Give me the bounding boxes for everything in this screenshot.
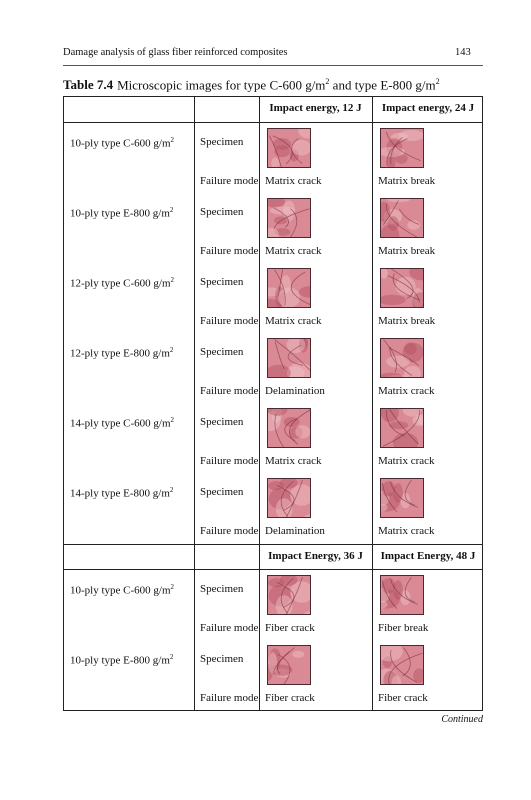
continued-note: Continued (441, 714, 483, 725)
specimen-label: Specimen (200, 136, 244, 148)
specimen-image-a-graphic (268, 199, 311, 238)
failure-mode-value: Matrix break (378, 175, 436, 187)
specimen-label: Specimen (200, 486, 244, 498)
specimen-image-a-graphic (268, 576, 311, 615)
failure-mode-label: Failure mode (200, 455, 259, 467)
specimen-image-a-graphic (268, 129, 311, 168)
specimen-type-sup: 2 (170, 416, 175, 424)
caption-sup-2: 2 (435, 77, 440, 86)
table-caption (63, 77, 440, 93)
specimen-type (70, 206, 173, 220)
failure-mode-value: Matrix crack (265, 175, 322, 187)
specimen-image-b (380, 575, 424, 615)
specimen-label: Specimen (200, 416, 244, 428)
specimen-image-b-graphic (381, 339, 424, 378)
header-energy-1: Impact energy, 12 J (269, 102, 362, 114)
specimen-type-sup: 2 (169, 486, 174, 494)
failure-mode-label: Failure mode (200, 525, 259, 537)
specimen-type-sup: 2 (169, 653, 174, 661)
specimen-image-b (380, 128, 424, 168)
failure-mode-value: Fiber crack (265, 622, 315, 634)
divider-col-3 (372, 97, 373, 544)
failure-mode-label: Failure mode (200, 385, 259, 397)
specimen-type-text: 14-ply type C-600 g/m (70, 417, 171, 430)
specimen-image-a (267, 198, 311, 238)
specimen-type (70, 136, 174, 150)
failure-mode-value: Fiber crack (265, 692, 315, 704)
failure-mode-value: Delamination (265, 525, 325, 537)
running-title: Damage analysis of glass fiber reinforced composites (63, 47, 288, 58)
specimen-image-b (380, 478, 424, 518)
failure-mode-value: Delamination (265, 385, 325, 397)
specimen-image-b-graphic (381, 129, 424, 168)
failure-mode-value: Matrix crack (378, 385, 435, 397)
specimen-type-sup: 2 (170, 583, 175, 591)
specimen-type (70, 583, 174, 597)
divider-col-1 (194, 97, 195, 544)
specimen-image-a (267, 645, 311, 685)
failure-mode-value: Matrix break (378, 315, 436, 327)
specimen-image-b-graphic (381, 576, 424, 615)
specimen-image-b (380, 198, 424, 238)
header-energy-1: Impact Energy, 36 J (268, 550, 363, 562)
specimen-image-b (380, 408, 424, 448)
failure-mode-value: Matrix break (378, 245, 436, 257)
specimen-type (70, 416, 174, 430)
header-row-rule (64, 569, 482, 570)
specimen-type-sup: 2 (169, 346, 174, 354)
table-section-2 (63, 544, 483, 711)
specimen-type-text: 12-ply type E-800 g/m (70, 347, 170, 360)
failure-mode-label: Failure mode (200, 245, 259, 257)
header-energy-2: Impact energy, 24 J (381, 102, 475, 114)
specimen-type-text: 10-ply type C-600 g/m (70, 137, 171, 150)
specimen-image-a-graphic (268, 339, 311, 378)
caption-text-mid: and type E-800 g/m (329, 77, 436, 93)
specimen-type-sup: 2 (170, 276, 175, 284)
specimen-image-b-graphic (381, 646, 424, 685)
specimen-image-b (380, 645, 424, 685)
specimen-label: Specimen (200, 346, 244, 358)
header-rule (63, 65, 483, 66)
failure-mode-value: Fiber break (378, 622, 429, 634)
specimen-type-text: 10-ply type E-800 g/m (70, 654, 170, 667)
failure-mode-value: Fiber crack (378, 692, 428, 704)
specimen-image-b-graphic (381, 409, 424, 448)
specimen-image-a (267, 408, 311, 448)
failure-mode-label: Failure mode (200, 315, 259, 327)
failure-mode-value: Matrix crack (265, 315, 322, 327)
specimen-image-a-graphic (268, 479, 311, 518)
specimen-image-b (380, 268, 424, 308)
specimen-image-a (267, 128, 311, 168)
caption-sup-1: 2 (325, 77, 330, 86)
specimen-image-a (267, 575, 311, 615)
specimen-type (70, 653, 173, 667)
caption-text: Microscopic images for type C-600 g/m (117, 77, 326, 93)
specimen-image-b-graphic (381, 479, 424, 518)
specimen-image-a (267, 338, 311, 378)
specimen-image-b-graphic (381, 199, 424, 238)
specimen-image-b-graphic (381, 269, 424, 308)
specimen-type-text: 10-ply type C-600 g/m (70, 584, 171, 597)
specimen-type-text: 14-ply type E-800 g/m (70, 487, 170, 500)
specimen-type (70, 276, 174, 290)
failure-mode-label: Failure mode (200, 622, 259, 634)
header-energy-2: Impact Energy, 48 J (380, 550, 476, 562)
specimen-image-b (380, 338, 424, 378)
specimen-image-a (267, 268, 311, 308)
specimen-image-a-graphic (268, 409, 311, 448)
page-number: 143 (455, 47, 471, 58)
failure-mode-value: Matrix crack (265, 455, 322, 467)
specimen-type-sup: 2 (170, 136, 175, 144)
table-section-1 (63, 96, 483, 545)
failure-mode-value: Matrix crack (265, 245, 322, 257)
specimen-type (70, 346, 173, 360)
specimen-label: Specimen (200, 583, 244, 595)
failure-mode-value: Matrix crack (378, 455, 435, 467)
specimen-type-sup: 2 (169, 206, 174, 214)
header-row-rule (64, 122, 482, 123)
specimen-type-text: 12-ply type C-600 g/m (70, 277, 171, 290)
specimen-type (70, 486, 173, 500)
specimen-label: Specimen (200, 276, 244, 288)
failure-mode-value: Matrix crack (378, 525, 435, 537)
failure-mode-label: Failure mode (200, 692, 259, 704)
failure-mode-label: Failure mode (200, 175, 259, 187)
specimen-image-a-graphic (268, 269, 311, 308)
specimen-type-text: 10-ply type E-800 g/m (70, 207, 170, 220)
specimen-label: Specimen (200, 653, 244, 665)
specimen-image-a-graphic (268, 646, 311, 685)
caption-label: Table 7.4 (63, 77, 114, 93)
specimen-image-a (267, 478, 311, 518)
specimen-label: Specimen (200, 206, 244, 218)
divider-col-2 (259, 97, 260, 544)
